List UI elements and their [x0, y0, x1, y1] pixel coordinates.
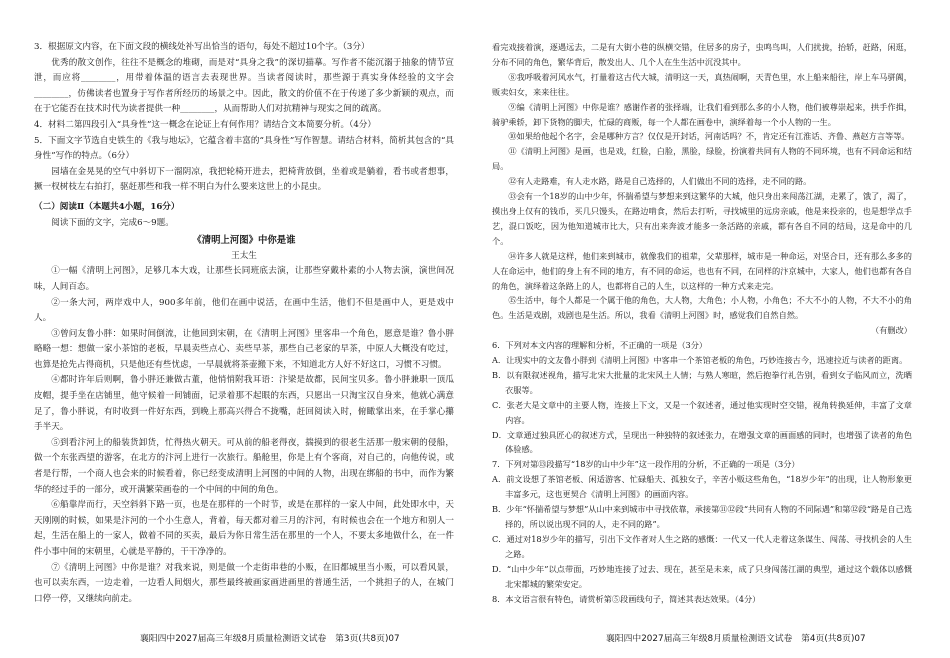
story-author: 王太生 — [231, 250, 257, 261]
story-paragraph: ⑨编《清明上河图》中你是谁？感谢作者的张择端，让我们看到那么多的小人物，他们被尊崇起来，拱手作揖，骑驴乘轿，卸下货物的脚夫，忙碌的商贩，每一个人都在画卷中，演绎着每一个小人物的一生。 — [492, 101, 912, 127]
left-column — [34, 40, 454, 607]
question-7-option: A．前文设想了茶馆老板、闲适游客、忙碌船夫、孤独女子，辛苦小贩这些角色，“18岁少年”的出现，让人物形象更丰富多元，这也更契合《清明上河图》的画面内容。 — [492, 474, 912, 500]
question-3-passage: 优秀的散文创作，往往不是概念的堆砌，而是对“具身之我”的深切描摹。写作者不能沉溺于抽象的情节宣泄，而应将________，用带着体温的语言去表现世界。当读者阅读时，那些源于真实身体经验的文字会________，仿佛读者也置身于写作者所经历的场景之中。因此，散文的价值不在于传递了多少新颖的观点，而在于它能否在技术时代为读者提供一种________，从而帮助人们对抗精神与现实之间的疏离。 — [34, 57, 454, 115]
question-5-excerpt: 园墙在金晃晃的空气中斜切下一溜阴凉，我把轮椅开进去，把椅背放倒，坐着或是躺着，看书或者想事，撅一杈树枝左右拍打，驱赶那些和我一样不明白为什么要来这世上的小昆虫。 — [34, 166, 454, 193]
story-paragraph: ⑩如果给他起个名字，会是哪种方言？仅仅是开封话，河南话吗？不，肯定还有江淮话、齐鲁、燕赵方言等等。 — [508, 131, 910, 142]
question-7-option: B．少年“怀揣希望与梦想”从山中来到城市中寻找依靠，承接第⑪⑫段“共同有人物的不同际遇”和第⑫段“路是自己选择的，所以说出现不同的人，走不同的路”。 — [492, 504, 912, 529]
story-paragraph: ⑬会有一个18岁的山中少年，怀揣希望与梦想来到这繁华的大城，他只身出来闯荡江湖，走累了，饿了，渴了，摸出身上仅有的钱币，买几只馒头，在路边啃食，然后去打听，寻找城里的远房亲戚，他是来投亲的，也是想学点手艺，混口饭吃，因为他知道城市比大，只有出来奔波才能多一条活路的亲戚，都有各自不同的结局，这是命中的几个。 — [492, 191, 912, 246]
section-heading: （二）阅读Ⅱ（本题共4小题，16分） — [34, 201, 180, 212]
story-paragraph: ⑦《清明上河图》中你是谁？对我来说，则是做一个走街串巷的小贩，在旧都城里当小贩，可以看风景，也可以卖东西，一边走着，一边看人间烟火，那些最终被画家画进画里的普通生活，一个挑担子的人，在城门口停一停，又继续向前走。 — [34, 562, 454, 604]
question-7-option: C．通过对18岁少年的描写，引出下文作者对人生之路的感慨：一代又一代人走着这条谋生、闯荡、寻找机会的人生之路。 — [492, 533, 912, 559]
story-paragraph: ⑥船靠岸而行，天空斜斜下路一页，也是在那样的一个时节，或是在那样的一家人中间，此处即水中，天天刚刚的时候，如果是汴河的一个小生意人，背着，每天都对着三月的汴河，有时候也会在一个地方和别人一起，生活在船上的一家人，做着不同的买卖，最后为你日常生活在那里的一个人，不要太多地做什么，在一件件小事中间的宋朝里，心就是平静的，干干净净的。 — [34, 500, 454, 557]
right-column — [492, 40, 912, 606]
question-5: 5．下面文字节选自史铁生的《我与地坛》，它蕴含着丰富的“具身性”写作智慧。请结合材料，简析其包含的“具身性”写作的特点。（6分） — [34, 135, 454, 162]
story-title: 《清明上河图》中你是谁 — [192, 235, 296, 247]
story-paragraph: 看完戏接着演，逐遇远去，二是有大街小巷的纵横交错，住居多的房子，虫鸣鸟叫，人们扰拢，抬轿，赶路，闲逛，分布不同的角色，繁华背后，散发出人、几个人在生生活中沉没其中。 — [492, 42, 912, 67]
story-paragraph: ③曾问友鲁小胖：如果时间倒流，让他回到宋朝，在《清明上河图》里客串一个角色，愿意是谁？鲁小胖略略一想：想做一家小茶馆的老板，早晨卖些点心、卖些早茶，那些自己老家的早茶，中原人大概没有吃过，也算是抢先占得商机，只是他还有些忧虑，一早晨就将茶壶搬下来，不知道北方人好不好这口，习惯不习惯。 — [34, 328, 454, 370]
story-paragraph: ①一幅《清明上河图》，足够几本大戏，让那些长同班底去演，让那些穿戴朴素的小人物去演，演世间况味，人间百态。 — [34, 266, 454, 292]
reading-instruction: 阅读下面的文字，完成6～9题。 — [51, 217, 174, 228]
question-3: 3．根据原文内容，在下面文段的横线处补写出恰当的语句，每处不超过10个字。（3分） — [34, 42, 370, 52]
question-8: 8．本文语言很有特色，请赏析第⑤段画线句子，简述其表达效果。（4分） — [492, 593, 761, 604]
story-paragraph: ⑭许多人就是这样，他们来到城市，就像我们的祖辈，父辈那样，城市是一种命运，对坚合日，还有那么多多的人在命运中，他们的身上有不同的地方，有不同的命运，也也有不同，在同样的汴京城中，大家人，他们也都有各自的角色，演绎着这条路上的人，也都将自己的人生，以这样的一种方式来走完。 — [492, 250, 912, 291]
story-paragraph: ⑮生活中，每个人都是一个属于他的角色，大人物，大角色；小人物，小角色；不大不小的人物，不大不小的角色。生活是戏剧，戏剧也是生活。所以，我看《清明上河图》时，感觉我们自然自然。 — [492, 295, 912, 321]
page-footer-right: 襄阳四中2027届高三年级8月质量检测语文试卷 第4页(共8页)07 — [606, 634, 866, 644]
story-paragraph: ④都时许年后则啊，鲁小胖还兼做古董，他悄悄附我耳语：汴梁是故都，民间宝贝多。鲁小胖兼职一顶瓜皮帽，提手坐在店铺里，他守候着一间铺面，记录着那不起眼的东西，只愿出一只淘宝汉自身来，他就心满意足了，鲁小胖说，有时收到一件好东西，到晚上那高兴得合不拢嘴，赶回阅读入时，俯瞰掌出来，在手掌心攥手半天。 — [34, 375, 454, 433]
question-6-option: B．以有限叙述视角，描写北宋大批量的北宋风土人情；与熟人寒暄，然后抱拳行礼告别，看到女子临风而立，洗晒衣服等。 — [492, 369, 912, 395]
question-6-option: D．文章通过独具匠心的叙述方式，呈现出一种独特的叙述张力，在增强文章的画面感的同时，也增强了读者的角色体验感。 — [492, 429, 912, 455]
question-6-option: A．让现实中的文友鲁小胖到《清明上河图》中客串一个茶馆老板的角色，巧妙连接古今，迅速拉近与读者的距离。 — [492, 355, 908, 366]
question-7: 7．下列对第⑬段描写“18岁的山中少年”这一段作用的分析，不正确的一项是（3分） — [492, 459, 800, 470]
question-4: 4．材料二第四段引入“具身性”这一概念在论证上有何作用？请结合文本简要分析。（4分） — [34, 119, 376, 130]
story-paragraph: ⑫有人走路难，有人走水路，路是自己选择的，人们做出不同的选择，走不同的路。 — [508, 176, 812, 187]
story-paragraph: ⑪《清明上河图》是画，也是戏，红脸，白脸，黑脸，绿脸，扮演着共同有人物的不同环境，也有不同命运和结局。 — [492, 146, 912, 172]
story-paragraph: ⑧我呼吸着河风水气，打量着这古代大城，清明这一天，真热闹啊，天青色里，水上船来船往，岸上车马骈阗，贩卖妇女，来来往往。 — [492, 71, 912, 97]
source-note: （有删改） — [871, 325, 912, 336]
page-footer-left: 襄阳四中2027届高三年级8月质量检测语文试卷 第3页(共8页)07 — [140, 634, 400, 644]
question-6-option: C．张老大是文章中的主要人物，连接上下文，又是一个叙述者，通过他实现时空交错，视角转换延伸，丰富了文章内容。 — [492, 399, 912, 425]
question-7-option: D．“山中少年”以点带面，巧妙地连接了过去、现在，甚至是未来，成了只身闯荡江湖的典型，通过这个载体以感慨北宋都城的繁荣安定。 — [492, 563, 912, 589]
question-6: 6．下列对本文内容的理解和分析，不正确的一项是（3分） — [492, 340, 708, 351]
story-paragraph: ②一条大河，两岸戏中人，900多年前，他们在画中说活，在画中生活，他们不但是画中人，更是戏中人。 — [34, 297, 454, 324]
story-paragraph: ⑤到看汴河上的船装货卸货，忙得热火朝天。可从前的船老得夜，揣摸到的很老生活那一般宋朝的侵船，做一个东张西望的游客，在北方的汴河上进行一次旅行。船舱里，你是上有个客商，对自己的，向他传说，或者是行帮，一个商人也会来的时候看着，你已经变成清明上河图的中间的人物，出现在绑船的书中，而作为繁华的经过手的一部分，或开满繁荣画卷的一个中间的中间的角色。 — [34, 437, 454, 495]
